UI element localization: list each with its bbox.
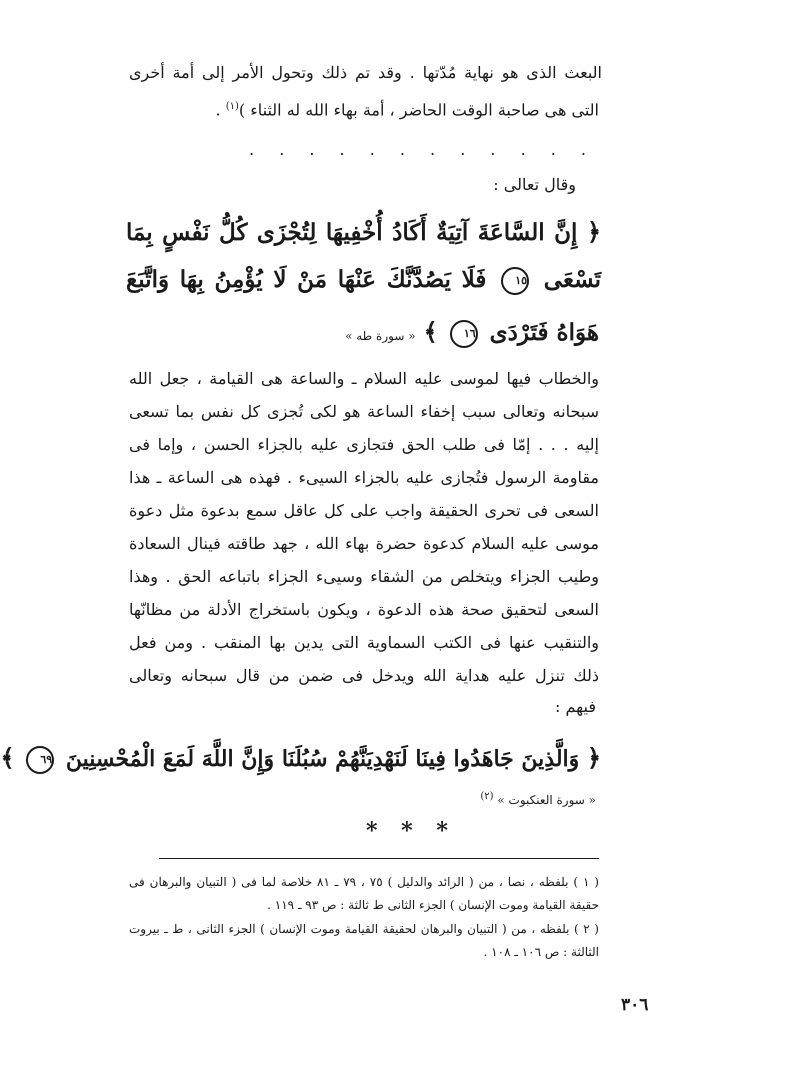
ayah-number-marker: ١٦ [450,320,478,348]
paragraph-line: وطيب الجزاء ويتخلص من الشقاء وسيىء الجزاء باتباعه الحق . وهذا [129,567,599,586]
ellipsis-separator: . . . . . . . . . . . . [249,140,596,159]
verse1-line-2-rest: فَلَا يَصُدَّنَّكَ عَنْهَا مَنْ لَا يُؤْمِنُ بِهَا وَاتَّبَعَ [126,266,487,293]
ayah-number-marker: ١٥ [501,267,529,295]
verse2-close-bracket: ﴾ [0,743,15,772]
verse2-surah-reference: « سورة العنكبوت » [497,793,596,807]
footnote-2-line-1: ( ٢ ) بلفظه ، من ( التبيان والبرهان لحقيقة القيامة وموت الإنسان ) الجزء الثانى ، ط ـ بيروت [129,922,599,936]
section-divider-stars: * * * [366,818,456,844]
footnote-ref-2: (٢) [480,791,494,802]
intro-line-1-text: البعث الذى هو نهاية مُدّتها . وقد تم ذلك وتحول الأمر إلى أمة أخرى [129,63,602,82]
paragraph-line: فيهم : [555,697,596,716]
intro-line-1 [129,58,602,88]
verse1-line-1 [126,212,601,253]
footnote-1-line-1: ( ١ ) بلفظه ، نصا ، من ( الرائد والدليل ) ٧٥ ، ٧٩ ـ ٨١ خلاصة لما فى ( التبيان والبرهان فى [129,875,599,889]
footnote-2-line-2: الثالثة : ص ١٠٦ ـ ١٠٨ . [483,945,599,959]
paragraph-line: إليه . . . إمّا فى طلب الحق فتجازى عليه بالجزاء الحسن ، وإما فى [129,435,599,454]
verse1-line-1-text: إِنَّ السَّاعَةَ آتِيَةٌ أَكَادُ أُخْفِيهَا لِتُجْزَى كُلُّ نَفْسٍ بِمَا [126,219,578,246]
paragraph-line: والتنقيب عنها فى الكتب السماوية التى يدين بها المنقب . ومن فعل [129,633,600,652]
paragraph-line: والخطاب فيها لموسى عليه السلام ـ والساعة هى القيامة ، جعل الله [129,369,599,388]
verse1-line-2-start: تَسْعَى [543,266,601,293]
paragraph-line: موسى عليه السلام كدعوة حضرة بهاء الله ، جهد طاقته فينال السعادة [129,534,599,553]
verse1-open-bracket: ﴿ [586,217,601,246]
paragraph-line: السعى لتحقيق صحة هذه الدعوة ، ويكون باستخراج الأدلة من مظانّها [129,600,599,619]
verse1-surah-reference: « سورة طه » [345,329,416,343]
paragraph-line: مقاومة الرسول فتُجازى عليه بالجزاء السيىء . فهذه هى الساعة ـ هذا [129,468,599,487]
ayah-number-marker: ٦٩ [26,746,54,774]
verse1-line-3 [179,312,599,356]
verse-lead-in: وقال تعالى : [493,175,576,194]
paragraph-line: ذلك تنزل عليه هداية الله ويدخل فى ضمن من قال سبحانه وتعالى [129,666,599,685]
verse2-reference-line [246,782,596,815]
verse1-line-3-text: هَوَاهُ فَتَرْدَى [489,319,599,346]
verse2-text: وَالَّذِينَ جَاهَدُوا فِينَا لَنَهْدِيَنَّهُمْ سُبُلَنَا وَإِنَّ اللَّهَ لَمَعَ الْمُحْسِنِينَ [65,746,580,772]
footnote-rule [159,858,599,859]
intro-line-2 [129,92,599,125]
page-number: ٣٠٦ [621,995,649,1015]
paragraph-line: سبحانه وتعالى سبب إخفاء الساعة هو لكى تُجزى كل نفس بما تسعى [129,402,599,421]
verse1-line-2 [126,260,601,300]
verse2-line [0,738,601,779]
intro-line-2-text: التى هى صاحبة الوقت الحاضر ، أمة بهاء الله له الثناء ) [238,100,599,120]
verse1-close-bracket: ﴾ [423,317,438,346]
intro-line-2-end: . [215,100,226,120]
verse2-open-bracket: ﴿ [586,743,601,772]
paragraph-line: السعى فى تحرى الحقيقة واجب على كل عاقل سمع بدعوة مثل دعوة [129,501,599,520]
footnote-1-line-2: حقيقة القيامة وموت الإنسان ) الجزء الثانى ط ثالثة : ص ٩٣ ـ ١١٩ . [267,898,599,912]
footnote-ref-1: (١) [225,101,239,112]
